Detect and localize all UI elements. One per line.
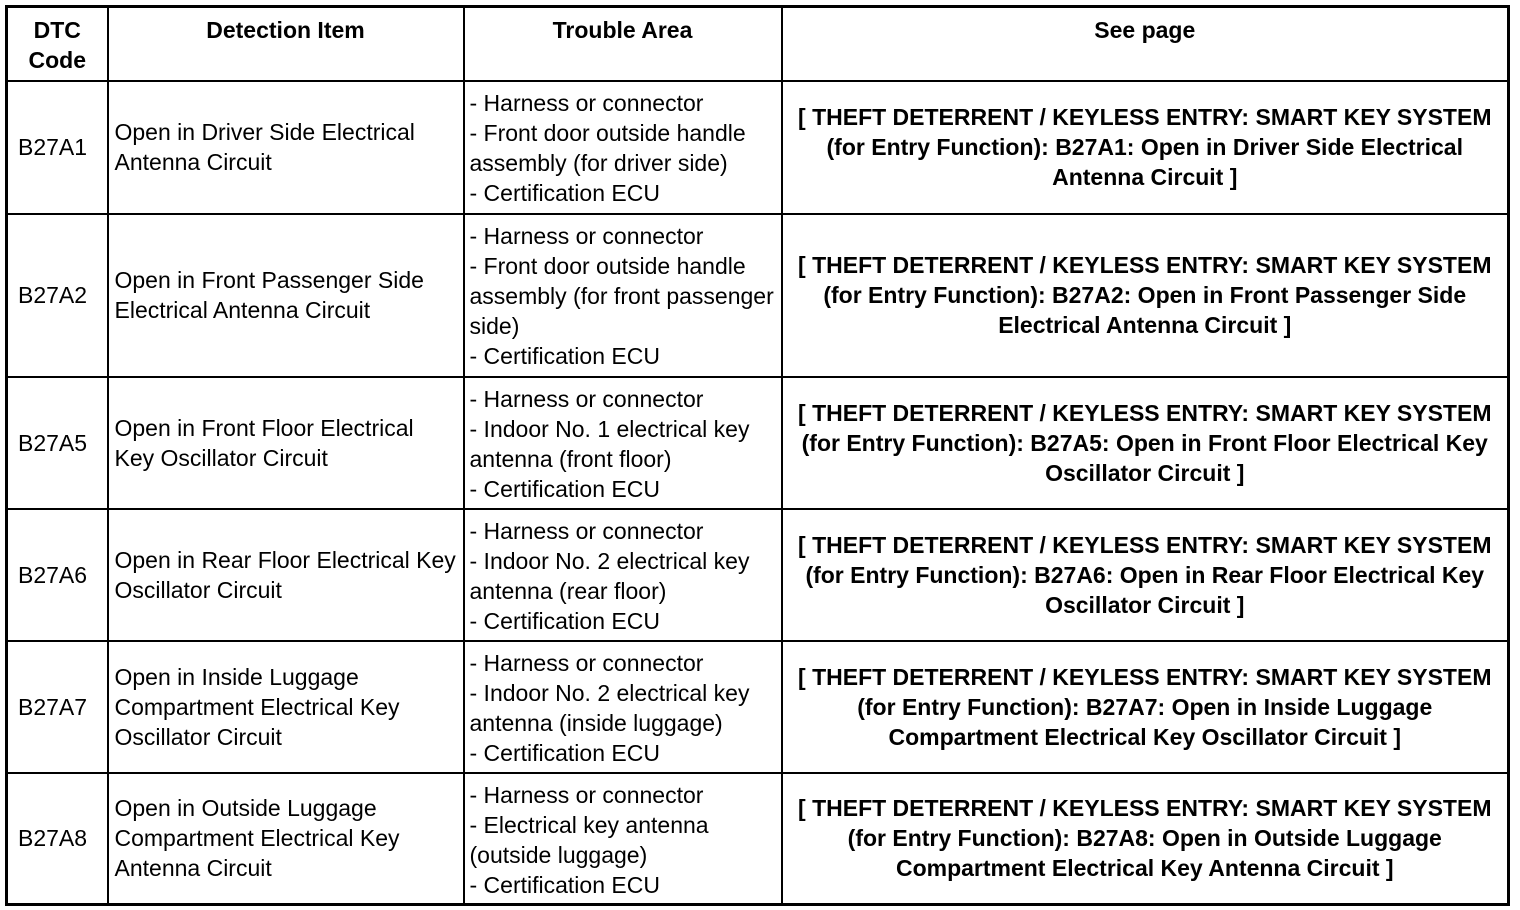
trouble-area-line: - Harness or connector (469, 89, 704, 116)
trouble-area-line: - Indoor No. 2 electrical key antenna (rear floor) (469, 547, 750, 604)
dtc-table (5, 5, 1510, 906)
trouble-area-line: - Harness or connector (469, 385, 704, 412)
table-row (7, 773, 1509, 905)
see-page-link[interactable]: [ THEFT DETERRENT / KEYLESS ENTRY: SMART KEY SYSTEM (for Entry Function): B27A5: Open in Front Floor Electrical Key Oscillator Circuit ] (782, 377, 1509, 509)
trouble-area-cell (464, 81, 782, 214)
trouble-area-line: - Certification ECU (469, 871, 660, 898)
trouble-area-cell (464, 773, 782, 905)
detection-item-cell: Open in Driver Side Electrical Antenna Circuit (108, 81, 464, 214)
table-row (7, 641, 1509, 773)
detection-item-cell: Open in Front Passenger Side Electrical Antenna Circuit (108, 214, 464, 377)
header-dtc-code: DTC Code (7, 7, 108, 81)
trouble-area-line: - Certification ECU (469, 739, 660, 766)
trouble-area-line: - Harness or connector (469, 517, 704, 544)
detection-item-cell: Open in Front Floor Electrical Key Oscillator Circuit (108, 377, 464, 509)
trouble-area-line: - Harness or connector (469, 222, 704, 249)
table-header-row (7, 7, 1509, 81)
detection-item-cell: Open in Outside Luggage Compartment Electrical Key Antenna Circuit (108, 773, 464, 905)
dtc-code-cell: B27A1 (7, 81, 108, 214)
trouble-area-cell (464, 641, 782, 773)
dtc-code-cell: B27A8 (7, 773, 108, 905)
dtc-code-cell: B27A6 (7, 509, 108, 641)
dtc-code-cell: B27A2 (7, 214, 108, 377)
dtc-code-cell: B27A5 (7, 377, 108, 509)
trouble-area-line: - Front door outside handle assembly (for driver side) (469, 119, 746, 176)
see-page-link[interactable]: [ THEFT DETERRENT / KEYLESS ENTRY: SMART KEY SYSTEM (for Entry Function): B27A7: Open in Inside Luggage Compartment Electrical Key Oscillator Circuit ] (782, 641, 1509, 773)
trouble-area-cell (464, 377, 782, 509)
header-detection-item: Detection Item (108, 7, 464, 81)
trouble-area-line: - Harness or connector (469, 781, 704, 808)
trouble-area-line: - Electrical key antenna (outside luggage) (469, 811, 709, 868)
detection-item-cell: Open in Inside Luggage Compartment Electrical Key Oscillator Circuit (108, 641, 464, 773)
dtc-code-cell: B27A7 (7, 641, 108, 773)
see-page-link[interactable]: [ THEFT DETERRENT / KEYLESS ENTRY: SMART KEY SYSTEM (for Entry Function): B27A6: Open in Rear Floor Electrical Key Oscillator Circuit ] (782, 509, 1509, 641)
trouble-area-line: - Indoor No. 1 electrical key antenna (front floor) (469, 415, 750, 472)
header-trouble-area: Trouble Area (464, 7, 782, 81)
trouble-area-line: - Certification ECU (469, 475, 660, 502)
header-see-page: See page (782, 7, 1509, 81)
trouble-area-cell (464, 214, 782, 377)
table-row (7, 509, 1509, 641)
trouble-area-line: - Indoor No. 2 electrical key antenna (inside luggage) (469, 679, 750, 736)
trouble-area-cell (464, 509, 782, 641)
see-page-link[interactable]: [ THEFT DETERRENT / KEYLESS ENTRY: SMART KEY SYSTEM (for Entry Function): B27A2: Open in Front Passenger Side Electrical Antenna Circuit ] (782, 214, 1509, 377)
table-row (7, 377, 1509, 509)
trouble-area-line: - Harness or connector (469, 649, 704, 676)
trouble-area-line: - Certification ECU (469, 342, 660, 369)
trouble-area-line: - Certification ECU (469, 607, 660, 634)
table-row (7, 81, 1509, 214)
see-page-link[interactable]: [ THEFT DETERRENT / KEYLESS ENTRY: SMART KEY SYSTEM (for Entry Function): B27A1: Open in Driver Side Electrical Antenna Circuit ] (782, 81, 1509, 214)
see-page-link[interactable]: [ THEFT DETERRENT / KEYLESS ENTRY: SMART KEY SYSTEM (for Entry Function): B27A8: Open in Outside Luggage Compartment Electrical Key Antenna Circuit ] (782, 773, 1509, 905)
table-row (7, 214, 1509, 377)
trouble-area-line: - Certification ECU (469, 179, 660, 206)
trouble-area-line: - Front door outside handle assembly (for front passenger side) (469, 252, 774, 339)
detection-item-cell: Open in Rear Floor Electrical Key Oscillator Circuit (108, 509, 464, 641)
